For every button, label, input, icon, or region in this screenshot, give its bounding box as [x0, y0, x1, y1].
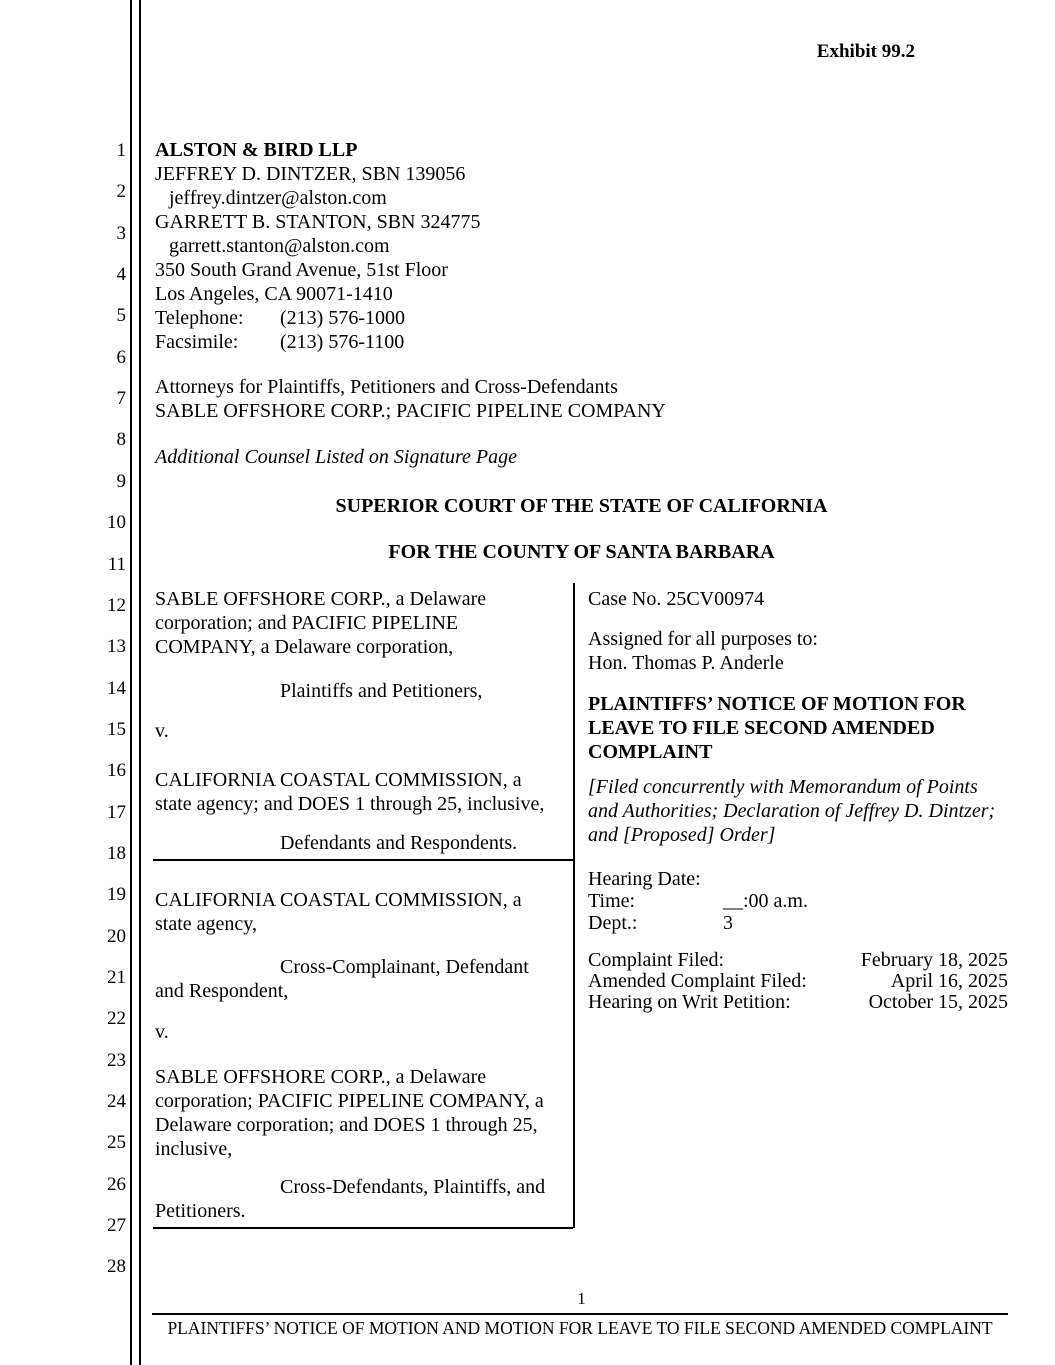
caption-left-column [155, 587, 560, 1223]
attorney-2-name: GARRETT B. STANTON, SBN 324775 [155, 211, 481, 233]
line-number: 9 [116, 470, 126, 492]
line-number: 7 [116, 388, 126, 410]
line-number: 15 [107, 718, 126, 740]
concurrent-filings-note: [Filed concurrently with Memorandum of Points and Authorities; Declaration of Jeffrey D. Dintzer; and [Proposed] Order] [588, 776, 996, 846]
case-number: Case No. 25CV00974 [588, 588, 765, 610]
facsimile-number: (213) 576-1100 [280, 331, 405, 353]
line-number: 2 [116, 181, 126, 203]
hearing-dept-row [588, 912, 1008, 934]
filed-label: Complaint Filed: [588, 949, 725, 971]
representing-block [155, 375, 775, 423]
line-number: 27 [107, 1215, 126, 1237]
dept-label: Dept.: [588, 912, 638, 934]
footer-title: PLAINTIFFS’ NOTICE OF MOTION AND MOTION FOR LEAVE TO FILE SECOND AMENDED COMPLAINT [167, 1318, 993, 1338]
firm-name: ALSTON & BIRD LLP [155, 139, 358, 161]
attorney-1-name: JEFFREY D. DINTZER, SBN 139056 [155, 163, 466, 185]
plaintiffs-role: Plaintiffs and Petitioners, [280, 680, 483, 702]
line-number: 10 [107, 512, 126, 534]
line-number: 17 [107, 801, 126, 823]
attorney-1-email: jeffrey.dintzer@alston.com [169, 187, 387, 209]
assigned-block [588, 627, 1008, 675]
line-number: 23 [107, 1049, 126, 1071]
facsimile-label: Facsimile: [155, 331, 239, 353]
line-number: 26 [107, 1173, 126, 1195]
cross-defendants-role: Cross-Defendants, Plaintiffs, and Petitioners. [155, 1176, 546, 1222]
filed-value: October 15, 2025 [868, 991, 1008, 1013]
assigned-to-line-1: Assigned for all purposes to: [588, 628, 818, 650]
line-number: 20 [107, 925, 126, 947]
address-line-2: Los Angeles, CA 90071-1410 [155, 283, 393, 305]
defendants-paragraph: CALIFORNIA COASTAL COMMISSION, a state agency; and DOES 1 through 25, inclusive, [155, 769, 545, 815]
line-number-column [88, 0, 126, 1365]
court-county-heading: FOR THE COUNTY OF SANTA BARBARA [388, 541, 775, 563]
caption-separator-line [153, 859, 573, 861]
filed-row [588, 950, 1008, 971]
line-number: 28 [107, 1256, 126, 1278]
line-number: 1 [116, 140, 126, 161]
telephone-number: (213) 576-1000 [280, 307, 405, 329]
line-number: 4 [116, 264, 126, 286]
representing-line-2: SABLE OFFSHORE CORP.; PACIFIC PIPELINE COMPANY [155, 400, 666, 422]
line-number: 14 [107, 677, 126, 699]
cross-complainant-role: Cross-Complainant, Defendant and Respondent, [155, 956, 529, 1002]
filed-label: Hearing on Writ Petition: [588, 991, 791, 1013]
cross-complainant-paragraph: CALIFORNIA COASTAL COMMISSION, a state agency, [155, 889, 522, 935]
time-value: __:00 a.m. [723, 890, 808, 912]
cross-defendants-paragraph: SABLE OFFSHORE CORP., a Delaware corporation; PACIFIC PIPELINE COMPANY, a Delaware corporation; and DOES 1 through 25, inclusive, [155, 1066, 544, 1160]
filed-value: April 16, 2025 [890, 970, 1008, 992]
telephone-row [155, 306, 715, 330]
versus-1: v. [155, 720, 169, 742]
additional-counsel-note: Additional Counsel Listed on Signature Page [155, 446, 518, 468]
line-number: 8 [116, 429, 126, 451]
caption-bottom-line [153, 1227, 573, 1229]
pleading-rule-left-inner [139, 0, 141, 1365]
filed-value: February 18, 2025 [860, 949, 1008, 971]
caption-right-column [588, 587, 1008, 1013]
representing-line-1: Attorneys for Plaintiffs, Petitioners and Cross-Defendants [155, 376, 618, 398]
defendants-role: Defendants and Respondents. [280, 832, 518, 854]
line-number: 19 [107, 884, 126, 906]
time-label: Time: [588, 890, 636, 912]
line-number: 12 [107, 594, 126, 616]
motion-title: PLAINTIFFS’ NOTICE OF MOTION FOR LEAVE TO FILE SECOND AMENDED COMPLAINT [588, 693, 966, 763]
plaintiffs-paragraph: SABLE OFFSHORE CORP., a Delaware corporation; and PACIFIC PIPELINE COMPANY, a Delaware corporation, [155, 588, 487, 658]
filed-label: Amended Complaint Filed: [588, 970, 807, 992]
line-number: 5 [116, 305, 126, 327]
line-number: 24 [107, 1091, 126, 1113]
hearing-block [588, 868, 1008, 934]
line-number: 3 [116, 222, 126, 244]
assigned-to-line-2: Hon. Thomas P. Anderle [588, 652, 784, 674]
address-line-1: 350 South Grand Avenue, 51st Floor [155, 259, 448, 281]
filed-row [588, 992, 1008, 1013]
line-number: 11 [107, 553, 126, 575]
dept-value: 3 [723, 912, 733, 934]
exhibit-label: Exhibit 99.2 [816, 41, 915, 62]
line-number: 6 [116, 346, 126, 368]
telephone-label: Telephone: [155, 307, 244, 329]
line-number: 22 [107, 1008, 126, 1030]
line-number: 16 [107, 760, 126, 782]
line-number: 25 [107, 1132, 126, 1154]
pleading-rule-left-outer [130, 0, 132, 1365]
court-name-heading: SUPERIOR COURT OF THE STATE OF CALIFORNIA [335, 495, 828, 517]
hearing-time-row [588, 890, 1008, 912]
hearing-date-label: Hearing Date: [588, 868, 701, 890]
line-number: 21 [107, 967, 126, 988]
footer-rule [152, 1313, 1008, 1315]
caption-divider-line [573, 583, 575, 1228]
page-number: 1 [577, 1289, 586, 1308]
attorney-2-email: garrett.stanton@alston.com [169, 235, 390, 257]
filed-dates-block [588, 950, 1008, 1013]
attorney-block [155, 138, 715, 354]
line-number: 13 [107, 636, 126, 658]
filed-row [588, 971, 1008, 992]
facsimile-row [155, 330, 715, 354]
line-number: 18 [107, 842, 126, 864]
versus-2: v. [155, 1021, 169, 1043]
